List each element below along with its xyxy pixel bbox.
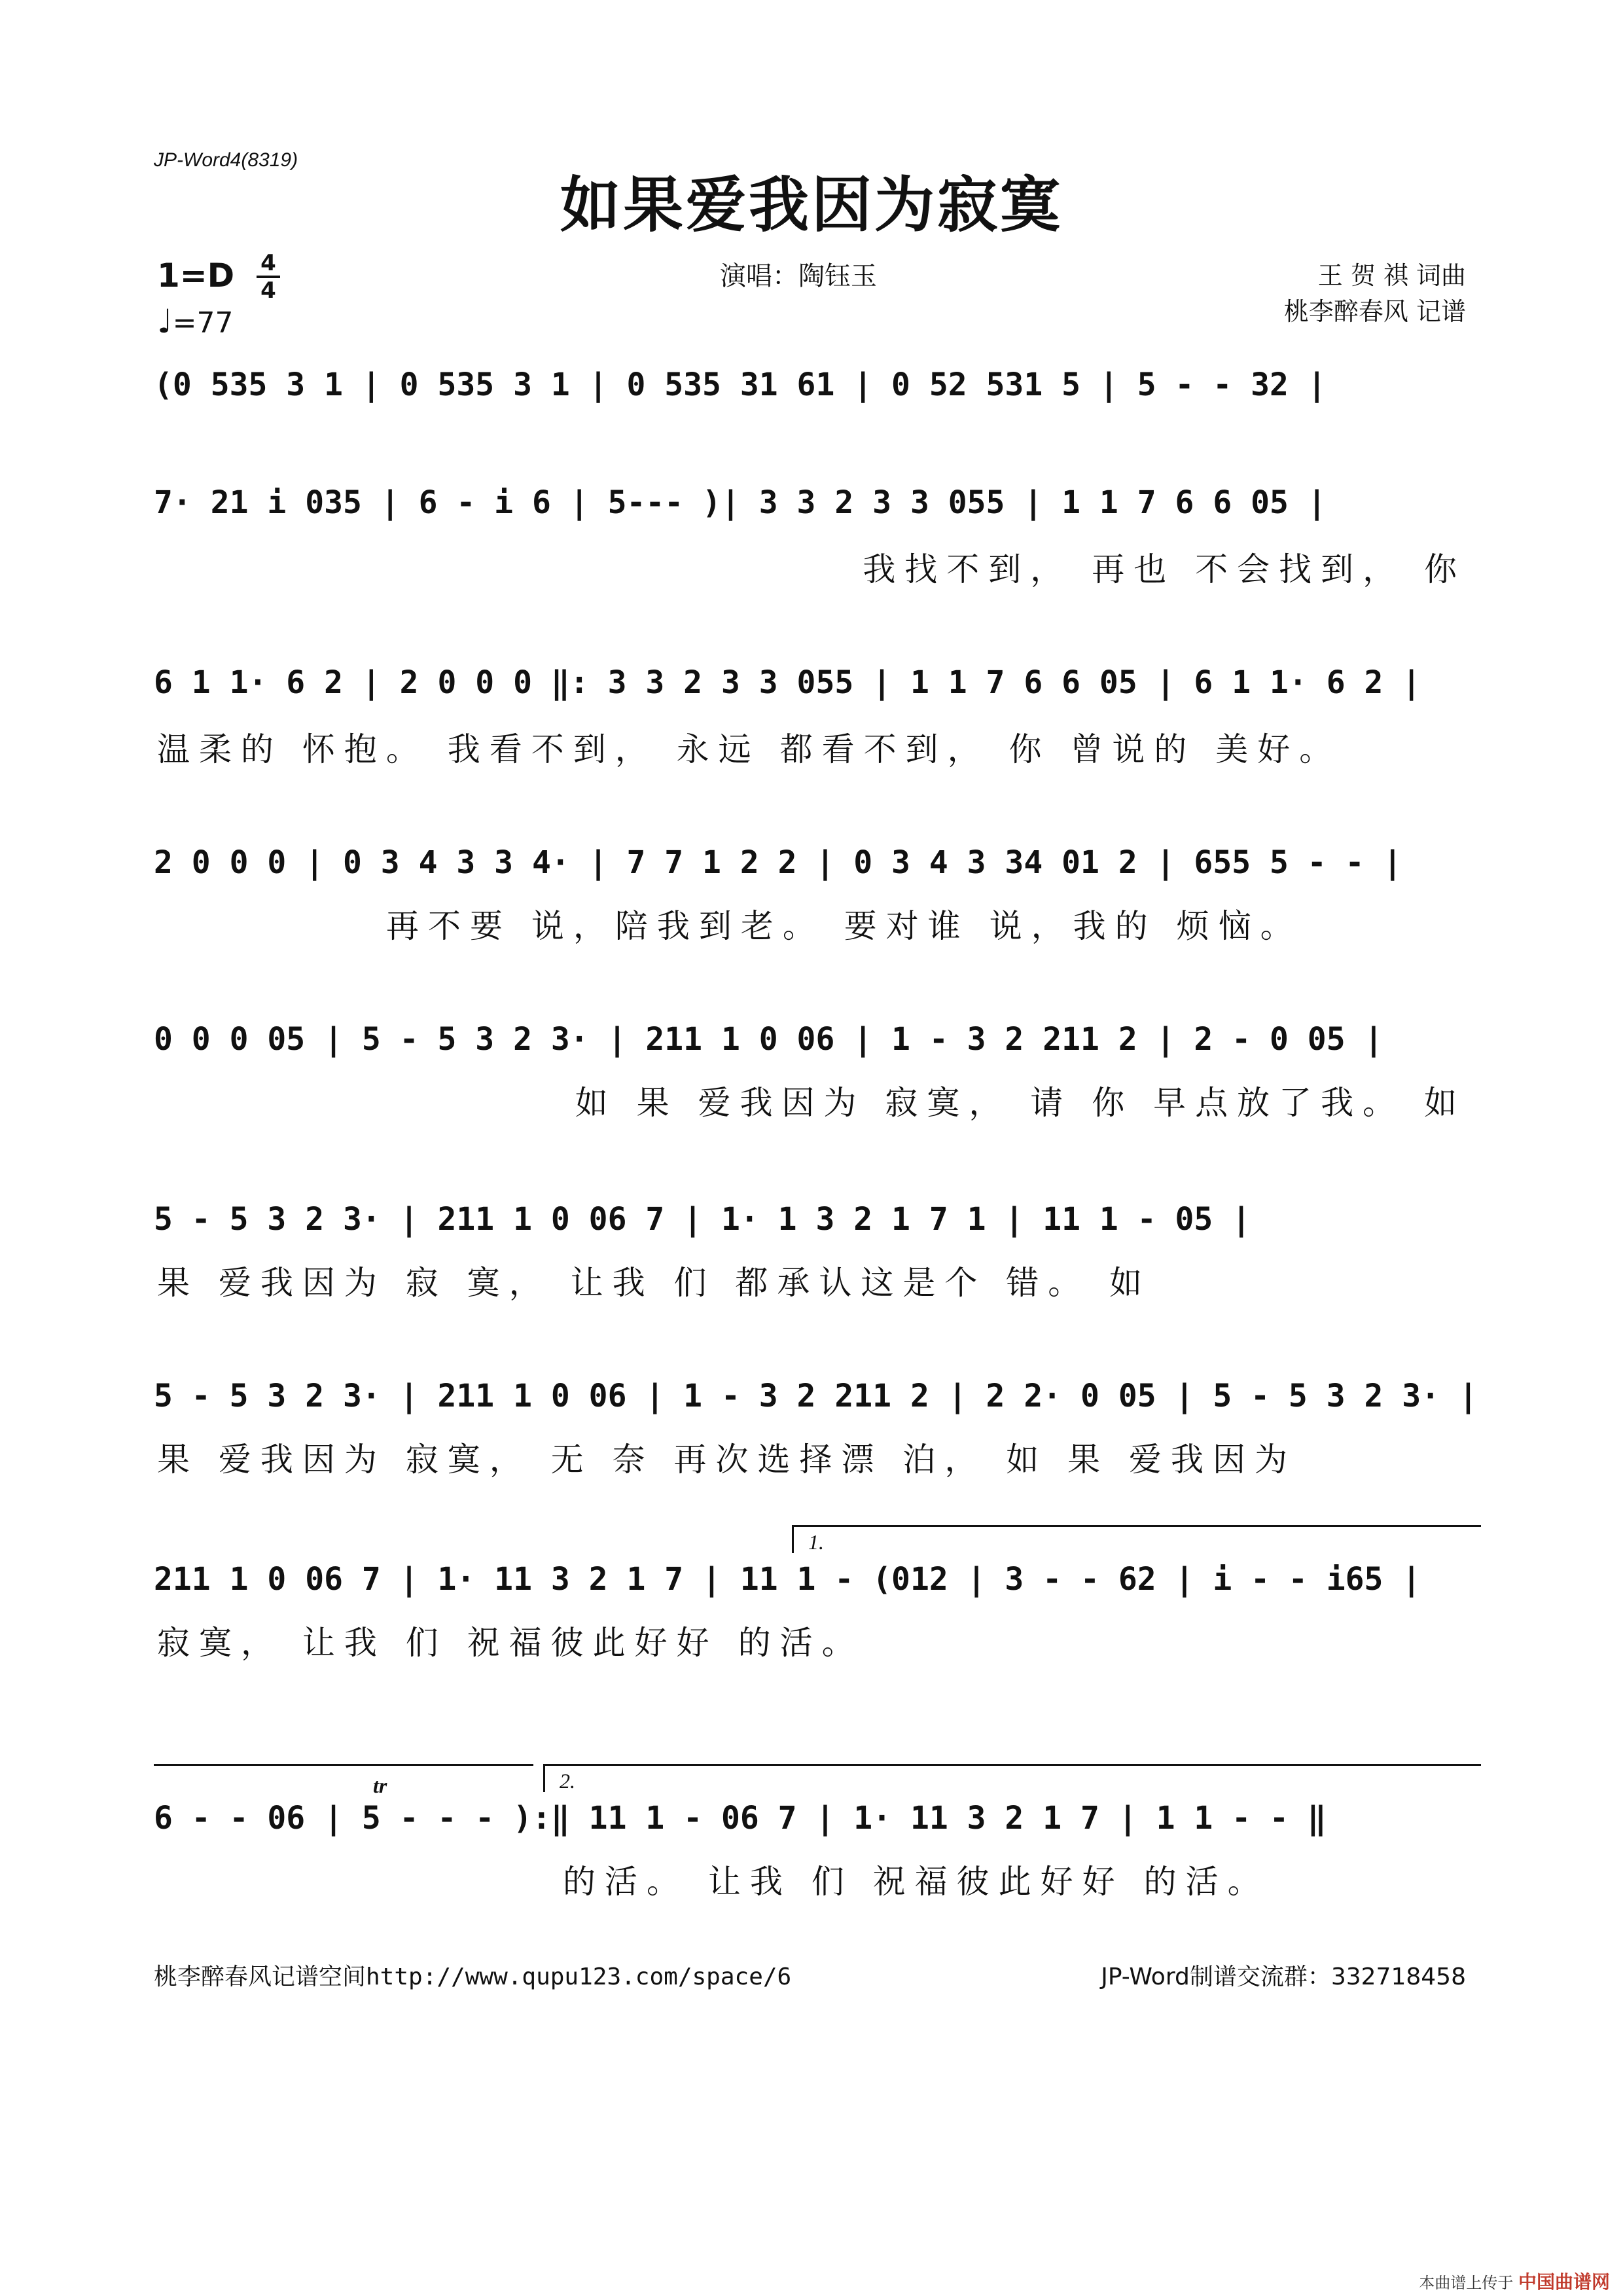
lyric-line-4: 再不要 说，陪我到老。 要对谁 说，我的 烦恼。 (386, 907, 1302, 945)
first-ending-bracket (792, 1525, 1481, 1553)
software-label: JP-Word4(8319) (154, 149, 298, 171)
score-line-9: 6 - - 06 | 5 - - - ):‖ 11 1 - 06 7 | 1· 11 3 2 1 7 | 1 1 - - ‖ (154, 1800, 1327, 1837)
time-signature-bottom: 4 (260, 278, 276, 304)
tempo-value: =77 (172, 306, 234, 340)
score-line-8: 211 1 0 06 7 | 1· 11 3 2 1 7 | 11 1 - (012 | 3 - - 62 | i - - i65 | (154, 1561, 1421, 1598)
lyric-line-8: 寂寞， 让我 们 祝福彼此好好 的活。 (157, 1624, 864, 1662)
trill-marking: tr (373, 1774, 387, 1797)
lyric-line-5: 如 果 爱我因为 寂寞， 请 你 早点放了我。 如 (575, 1084, 1466, 1122)
score-line-6: 5 - 5 3 2 3· | 211 1 0 06 7 | 1· 1 3 2 1 7 1 | 11 1 - 05 | (154, 1201, 1251, 1238)
watermark-brand: 中国曲谱网 (1518, 2271, 1610, 2293)
transcriber-credit: 桃李醉春风 记谱 (1283, 297, 1466, 326)
footer-group-number: JP-Word制谱交流群：332718458 (1101, 1964, 1466, 1990)
score-line-3: 6 1 1· 6 2 | 2 0 0 0 ‖: 3 3 2 3 3 055 | 1 1 7 6 6 05 | 6 1 1· 6 2 | (154, 664, 1421, 701)
lyric-line-7: 果 爱我因为 寂寞， 无 奈 再次选择漂 泊， 如 果 爱我因为 (157, 1441, 1297, 1479)
second-ending-label: 2. (560, 1769, 575, 1793)
score-line-7: 5 - 5 3 2 3· | 211 1 0 06 | 1 - 3 2 211 2 | 2 2· 0 05 | 5 - 5 3 2 3· | (154, 1378, 1478, 1414)
watermark-prefix: 本曲谱上传于 (1419, 2274, 1514, 2292)
tempo-marking (157, 302, 233, 340)
lyric-line-6: 果 爱我因为 寂 寞， 让我 们 都承认这是个 错。 如 (157, 1264, 1152, 1302)
time-signature (254, 251, 283, 303)
time-signature-top: 4 (260, 250, 276, 276)
lyricist-composer-credit: 王 贺 祺 词曲 (1317, 261, 1466, 290)
key-signature: 1=D (157, 257, 235, 295)
first-ending-label: 1. (808, 1530, 824, 1554)
lyric-line-9: 的活。 让我 们 祝福彼此好好 的活。 (563, 1863, 1270, 1901)
singer-credit: 演唱：陶钰玉 (720, 261, 877, 291)
second-ending-bracket (543, 1764, 1481, 1792)
quarter-note-icon: ♩ (157, 302, 173, 340)
score-line-4: 2 0 0 0 | 0 3 4 3 3 4· | 7 7 1 2 2 | 0 3 4 3 34 01 2 | 655 5 - - | (154, 844, 1402, 881)
page-title: 如果爱我因为寂寞 (560, 170, 1063, 240)
score-line-2: 7· 21 i 035 | 6 - i 6 | 5--- )| 3 3 2 3 3 055 | 1 1 7 6 6 05 | (154, 484, 1327, 521)
score-line-1: (0 535 3 1 | 0 535 3 1 | 0 535 31 61 | 0 52 531 5 | 5 - - 32 | (154, 367, 1327, 403)
lyric-line-2: 我找不到， 再也 不会找到， 你 (863, 550, 1466, 588)
score-line-5: 0 0 0 05 | 5 - 5 3 2 3· | 211 1 0 06 | 1 - 3 2 211 2 | 2 - 0 05 | (154, 1021, 1383, 1058)
first-ending-continuation (154, 1764, 533, 1766)
footer-source-link[interactable]: 桃李醉春风记谱空间http://www.qupu123.com/space/6 (154, 1964, 792, 1990)
site-watermark (1419, 2268, 1610, 2294)
lyric-line-3: 温柔的 怀抱。 我看不到， 永远 都看不到， 你 曾说的 美好。 (157, 730, 1342, 768)
